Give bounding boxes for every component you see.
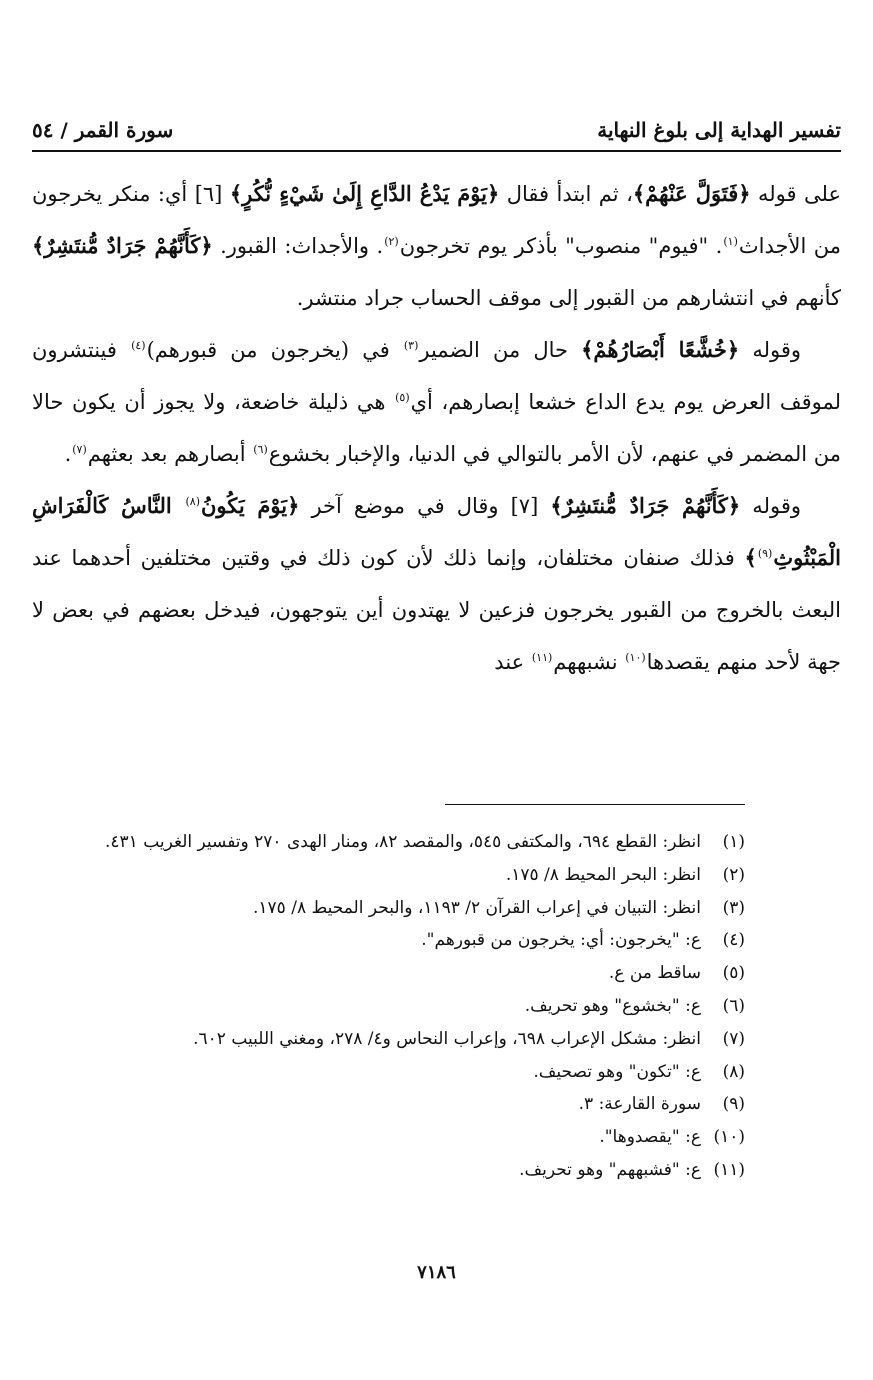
quran-quote: النَّاسُ كَالْفَرَاشِ الْمَبْثُوثِ [32,493,841,570]
text-run: فينتشرون لموقف العرض يوم يدع الداع خشعا إبصارهم، أي [32,338,842,414]
footnote-text: ع: "يقصدوها". [599,1127,701,1148]
footnote-ref: (٦) [253,443,268,456]
footnote-item [32,957,745,990]
quran-quote: ﴿يَوْمَ يَدْعُ الدَّاعِ إِلَىٰ شَيْءٍ نُّكُرٍ﴾ [229,181,500,206]
text-run: هي ذليلة خاضعة، ولا يجوز أن يكون حالا من المضمر في عنهم، لأن الأمر بالتوالي في الدنيا، والإخبار بخشوع [32,390,841,466]
footnote-ref: (٩) [757,547,773,560]
text-run: حال من الضمير [419,338,582,362]
footnote-item [32,924,745,957]
footnote-ref: (٣) [403,339,419,352]
footnote-text: انظر: التبيان في إعراب القرآن ٢/ ١١٩٣، والبحر المحيط ٨/ ١٧٥. [252,897,701,918]
footnote-item [32,1154,745,1187]
footnote-text: ساقط من ع. [608,963,701,984]
footnote-ref: (١١) [531,651,553,664]
footnote-number: (١٠) [713,1127,745,1148]
footnote-item [32,1088,745,1121]
footnote-ref: (١) [723,235,738,248]
footnotes-list [32,826,745,1187]
quran-bracket: ﴾ [744,545,757,570]
running-header [32,108,841,152]
quran-quote: ﴿كَأَنَّهُمْ جَرَادٌ مُّنتَشِرٌ﴾ [550,493,741,518]
text-run: فذلك صنفان مختلفان، وإنما ذلك لأن كون ذلك في وقتين مختلفين أحدهما عند البعث بالخروج من القبور يخرجون فزعين لا يهتدون أين يتوجهون، فيدخل بعضهم في بعض لا جهة لأحد منهم يقصدها [32,546,841,674]
footnote-ref: (٤) [131,339,146,352]
text-run: . "فيوم" منصوب" بأذكر يوم تخرجون [399,234,723,258]
text-run: . [64,442,72,466]
page-number: ٧١٨٦ [417,1262,456,1283]
footnote-ref: (٢) [384,235,399,248]
footnote-text: ع: "بخشوع" وهو تحريف. [524,995,701,1016]
footnote-number: (١١) [713,1159,745,1180]
text-run: . والأجداث: القبور. [212,234,384,258]
footnote-item [32,1121,745,1154]
footnote-number: (٨) [722,1061,745,1082]
footnote-item [32,1056,745,1089]
footnote-item [32,892,745,925]
footnote-text: انظر: البحر المحيط ٨/ ١٧٥. [505,864,701,885]
text-run: في (يخرجون من قبورهم) [146,338,403,362]
footnote-number: (٦) [722,995,745,1016]
footnote-text: ع: "فشبههم" وهو تحريف. [519,1159,701,1180]
quran-quote: ﴿كَأَنَّهُمْ جَرَادٌ مُّنتَشِرٌ﴾ [32,233,213,258]
footnote-number: (٥) [722,963,745,984]
quran-quote: ﴿فَتَوَلَّ عَنْهُمْ﴾ [632,181,751,206]
paragraph-2 [32,324,841,480]
quran-quote: ﴿يَوْمَ يَكُونُ [200,493,300,518]
footnote-number: (٣) [722,897,745,918]
book-title: تفسير الهداية إلى بلوغ النهاية [597,118,841,142]
paragraph-3 [32,480,841,688]
paragraph-1 [32,168,841,324]
text-run: على قوله [750,182,841,206]
text-run: [٧] وقال في موضع آخر [299,494,551,518]
text-run: عند [494,650,531,674]
footnote-number: (٢) [722,864,745,885]
text-run: وقوله [739,338,802,362]
footnote-text: سورة القارعة: ٣. [578,1094,701,1115]
footnote-item [32,826,745,859]
footnote-number: (١) [722,832,745,852]
footnote-separator [445,804,745,805]
footnote-text: انظر: مشكل الإعراب ٦٩٨، وإعراب النحاس و٤/ ٢٧٨، ومغني اللبيب ٦٠٢. [193,1028,701,1049]
text-run: وقوله [740,494,801,518]
quran-quote: ﴿خُشَّعًا أَبْصَارُهُمْ﴾ [581,337,740,362]
footnote-number: (٧) [722,1028,745,1049]
footnote-ref: (٥) [395,391,410,404]
footnote-item [32,859,745,892]
text-run: [٦] أي: منكر يخرجون من الأجداث [32,182,841,258]
footnote-ref: (٨) [185,495,200,508]
footnote-text: انظر: القطع ٦٩٤، والمكتفى ٥٤٥، والمقصد ٨٢، ومنار الهدى ٢٧٠ وتفسير الغريب ٤٣١. [105,832,701,852]
footnote-ref: (٧) [72,443,87,456]
footnote-number: (٩) [722,1094,745,1115]
text-run: أبصارهم بعد بعثهم [87,442,253,466]
footnote-item [32,990,745,1023]
text-run: كأنهم في انتشارهم من القبور إلى موقف الحساب جراد منتشر. [296,286,841,310]
surah-label: سورة القمر / ٥٤ [32,118,174,142]
footnote-text: ع: "تكون" وهو تصحيف. [533,1061,701,1082]
footnote-ref: (١٠) [625,651,646,664]
text-run: ، ثم ابتدأ فقال [499,182,633,206]
footnote-number: (٤) [722,930,745,951]
main-text [32,168,841,688]
footnote-text: ع: "يخرجون: أي: يخرجون من قبورهم". [421,930,701,951]
text-run: نشبههم [553,650,625,674]
footnote-item [32,1023,745,1056]
